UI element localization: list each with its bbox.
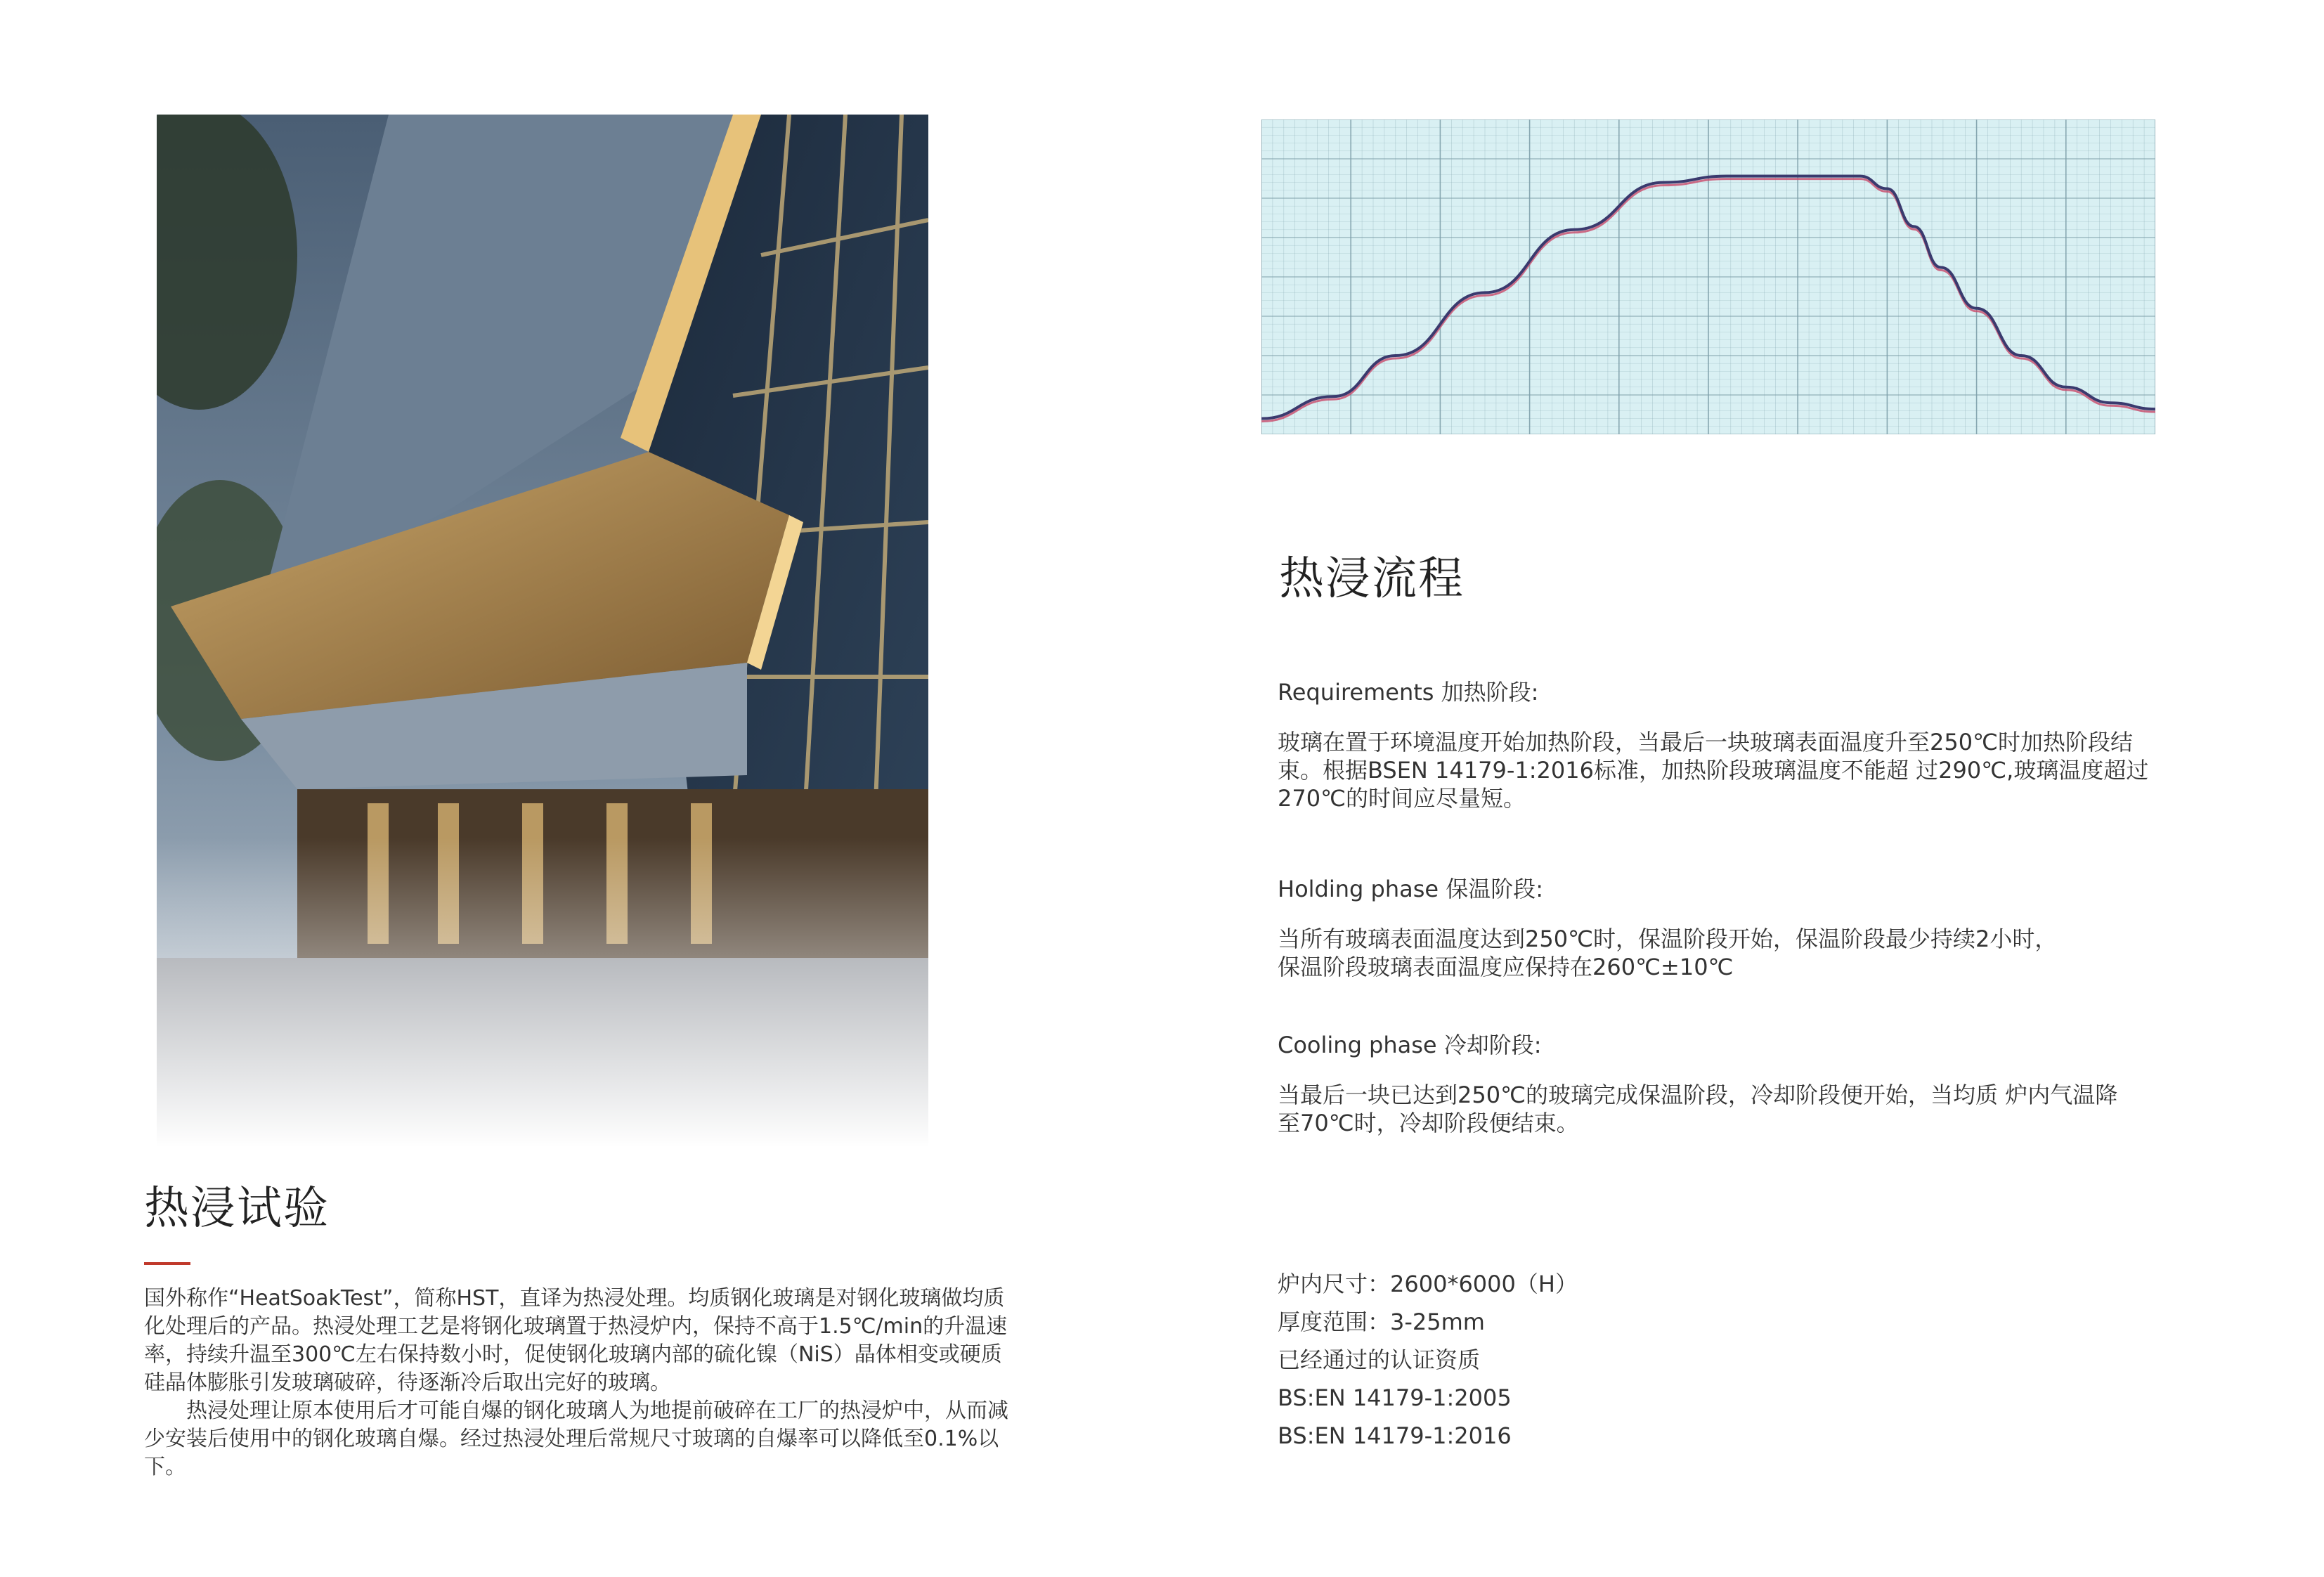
spec-certification: BS:EN 14179-1:2016 [1278, 1422, 1512, 1449]
holding-phase-heading: Holding phase 保温阶段: [1278, 876, 1544, 902]
temperature-curve-chart [1261, 119, 2155, 434]
section-title-process: 热浸流程 [1279, 553, 1465, 605]
description-paragraph: 热浸处理让原本使用后才可能自爆的钢化玻璃人为地提前破碎在工厂的热浸炉中，从而减少安装后使用中的钢化玻璃自爆。经过热浸处理后常规尺寸玻璃的自爆率可以降低至0.1%以下。 [144, 1398, 1008, 1479]
furnace-specs [1278, 1265, 1578, 1455]
cooling-phase-heading: Cooling phase 冷却阶段: [1278, 1032, 1542, 1058]
spec-thickness-range: 厚度范围：3-25mm [1278, 1309, 1485, 1335]
building-photo [157, 115, 928, 1148]
spec-furnace-size: 炉内尺寸：2600*6000（H） [1278, 1271, 1578, 1297]
heating-phase-heading: Requirements 加热阶段: [1278, 679, 1539, 706]
spec-certifications-label: 已经通过的认证资质 [1278, 1346, 1481, 1373]
holding-phase-text: 当所有玻璃表面温度达到250℃时，保温阶段开始，保温阶段最少持续2小时，保温阶段玻璃表面温度应保持在260℃±10℃ [1278, 926, 2058, 980]
title-underline [144, 1262, 190, 1265]
spec-certification: BS:EN 14179-1:2005 [1278, 1384, 1512, 1411]
heating-phase-text: 玻璃在置于环境温度开始加热阶段，当最后一块玻璃表面温度升至250℃时加热阶段结束。根据BSEN 14179-1:2016标准，加热阶段玻璃温度不能超 过290℃,玻璃温度超过270℃的时间应尽量短。 [1278, 729, 2149, 812]
cooling-phase-text: 当最后一块已达到250℃的玻璃完成保温阶段，冷却阶段便开始，当均质 炉内气温降至70℃时，冷却阶段便结束。 [1278, 1082, 2118, 1136]
heat-soak-description [144, 1285, 1008, 1481]
page-title-heat-soak-test: 热浸试验 [144, 1183, 330, 1235]
description-paragraph: 国外称作“HeatSoakTest”，简称HST，直译为热浸处理。均质钢化玻璃是对钢化玻璃做均质化处理后的产品。热浸处理工艺是将钢化玻璃置于热浸炉内，保持不高于1.5℃/min的升温速率，持续升温至300℃左右保持数小时，促使钢化玻璃内部的硫化镍（NiS）晶体相变或硬质硅晶体膨胀引发玻璃破碎，待逐渐冷后取出完好的玻璃。 [144, 1286, 1008, 1395]
